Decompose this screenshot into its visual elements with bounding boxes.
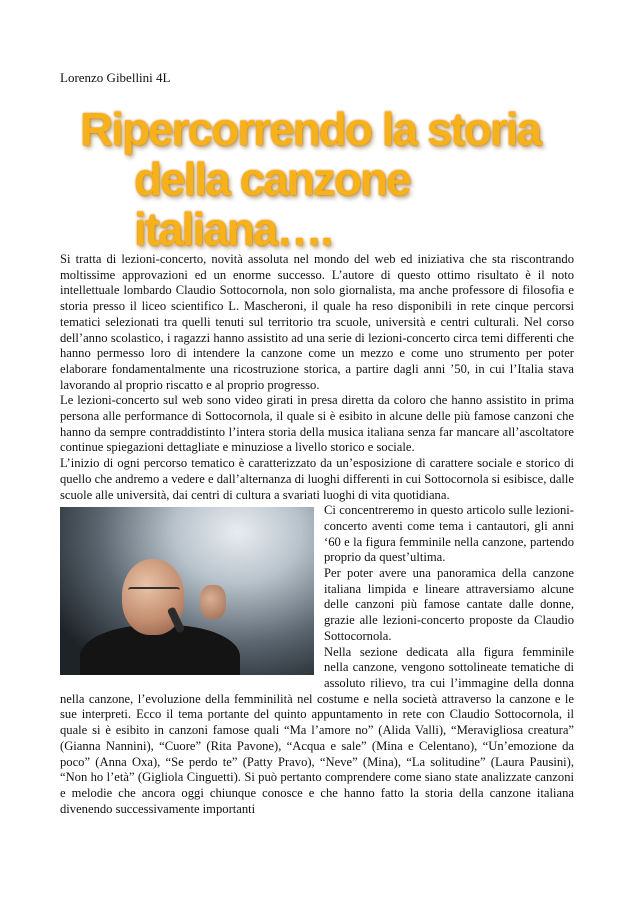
paragraph-intro: Si tratta di lezioni-concerto, novità assoluta nel mondo del web ed iniziativa che sta riscontrando moltissime approvazioni ed un enorme successo. L’autore di questo ottimo risultato è il noto intellettuale lombardo Claudio Sottocornola, non solo giornalista, ma anche professore di filosofia e storia presso il liceo scientifico L. Mascheroni, il quale ha reso disponibili in rete cinque percorsi tematici selezionati tra quelli tenuti sul territorio tra scuole, università e centri culturali. Nel corso dell’anno scolastico, i ragazzi hanno assistito ad una serie di lezioni-concerto circa temi differenti che hanno permesso loro di intendere la canzone come un mezzo e come uno strumento per poter elaborare fondamentalmente una ricostruzione storica, a partire dagli anni ’50, in cui l’Italia stava lavorando al proprio riscatto e al proprio progresso. [60,252,574,392]
article-title [40,104,600,254]
author-name: Lorenzo Gibellini 4L [60,70,171,85]
paragraph-thematic-path: L’inizio di ogni percorso tematico è caratterizzato da un’esposizione di carattere sociale e storico di quello che andremo a vedere e dall’alternanza di luoghi differenti in cui Sottocornola si esibisce, dalle scuole alle università, dai centri di cultura a svariati luoghi di vita quotidiana. [60,456,574,502]
article-body [60,252,574,817]
paragraph-overview: Per poter avere una panoramica della canzone italiana limpida e lineare attraversiamo alcune delle canzoni più famose cantate dalle donne, grazie alle lezioni-concerto proposte da Claudio Sottocornola. [324,566,574,643]
paragraph-female-figure: Nella sezione dedicata alla figura femminile nella canzone, vengono sottolineate tematiche di assoluto rilievo, tra cui l’immagine della donna nella canzone, l’evoluzione della femminilità nel costume e nella società attraverso la canzone e le sue interpreti. Ecco il tema portante del quinto appuntamento in rete con Claudio Sottocornola, il quale si è esibito in canzoni famose quali “Ma l’amore no” (Alida Valli), “Meravigliosa creatura” (Gianna Nannini), “Cuore” (Rita Pavone), “Acqua e sale” (Mina e Celentano), “Un’emozione da poco” (Anna Oxa), “Se perdo te” (Patty Pravo), “Neve” (Mina), “La solitudine” (Laura Pausini), “Non ho l’età” (Gigliola Cinguetti). Si può pertanto comprendere come siano state analizzate canzoni e melodie che ancora oggi chiunque conosce e che hanno fatto la storia della canzone italiana divenendo successivamente importanti [60,644,574,816]
raised-fist [200,585,226,619]
paragraph-web-lessons: Le lezioni-concerto sul web sono video girati in presa diretta da coloro che hanno assistito in prima persona alle performance di Sottocornola, il quale si è esibito in alcune delle più famose canzoni che hanno da sempre contraddistinto l’intera storia della musica italiana senza far mancare all’ascoltatore continue spiegazioni dettagliate e minuziose a livello storico e sociale. [60,393,574,455]
title-line-2: della canzone italiana…. [134,153,410,255]
glasses-icon [128,587,180,601]
performer-photo [60,507,314,675]
paragraph-focus: Ci concentreremo in questo articolo sulle lezioni-concerto aventi come tema i cantautori, gli anni ‘60 e la figura femminile nella canzone, partendo proprio da quest’ultima. [324,503,574,565]
title-line-1: Ripercorrendo la storia [80,103,541,155]
